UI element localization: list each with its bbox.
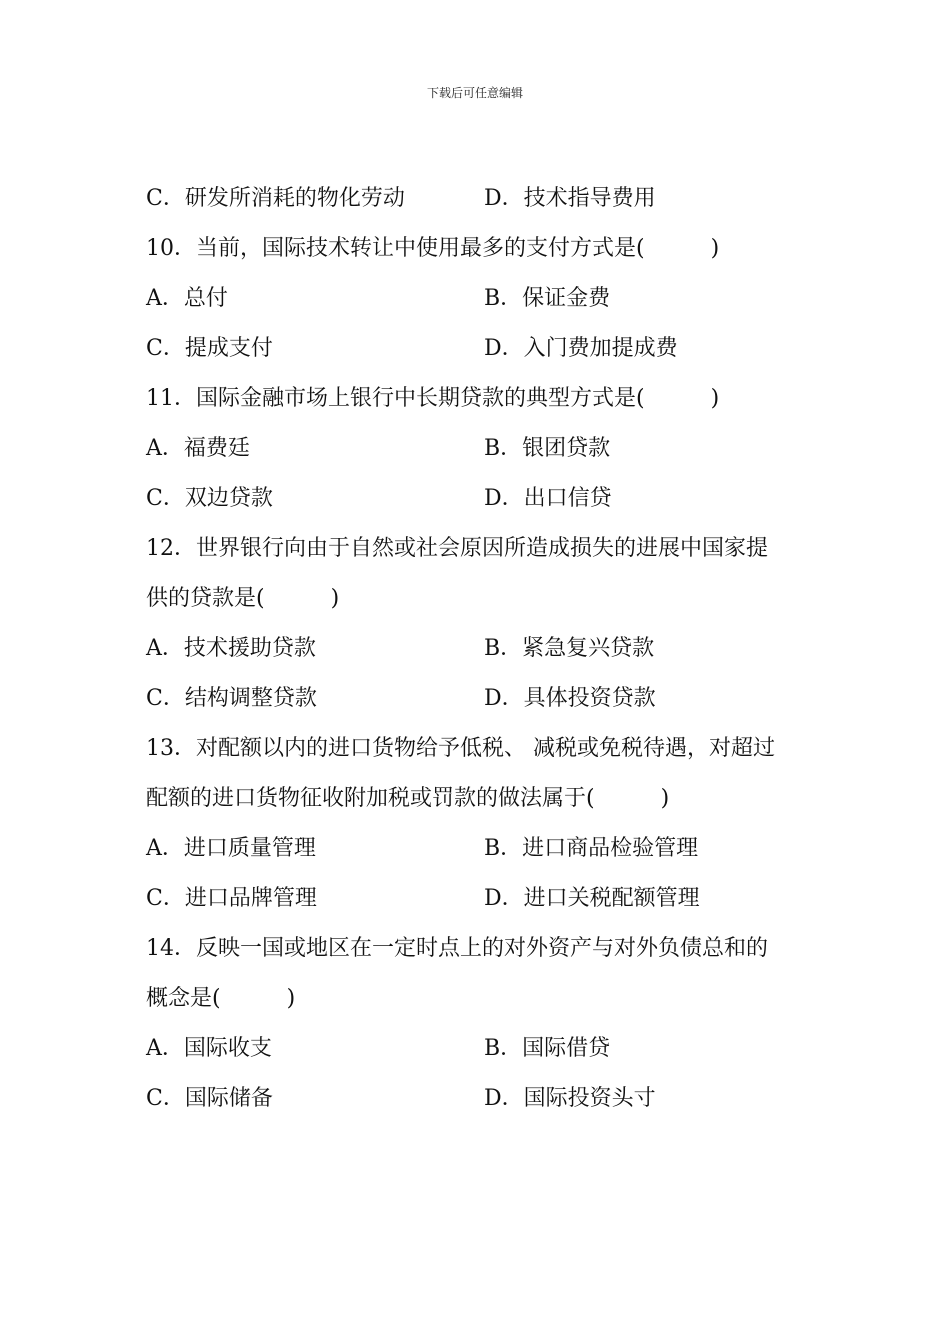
- option-d: D．入门费加提成费: [484, 336, 678, 361]
- question-text: 12．世界银行向由于自然或社会原因所造成损失的进展中国家提: [146, 536, 768, 561]
- option-row: [146, 474, 826, 524]
- option-d: D．国际投资头寸: [484, 1086, 656, 1111]
- question-12-continued: [146, 574, 826, 624]
- document-body: [146, 174, 826, 1124]
- option-d: D．技术指导费用: [484, 186, 656, 211]
- option-row: [146, 824, 826, 874]
- option-a: A．技术援助贷款: [146, 636, 316, 661]
- option-a: A．总付: [146, 286, 228, 311]
- option-a: A．福费廷: [146, 436, 250, 461]
- option-b: B．国际借贷: [484, 1036, 611, 1061]
- option-d: D．出口信贷: [484, 486, 612, 511]
- question-11: [146, 374, 826, 424]
- option-c: C．提成支付: [146, 336, 273, 361]
- option-c: C．双边贷款: [146, 486, 273, 511]
- option-c: C．研发所消耗的物化劳动: [146, 186, 405, 211]
- question-13: [146, 724, 826, 774]
- question-text: 配额的进口货物征收附加税或罚款的做法属于( ): [146, 786, 670, 811]
- option-row: [146, 424, 826, 474]
- question-14-continued: [146, 974, 826, 1024]
- question-text: 11．国际金融市场上银行中长期贷款的典型方式是( ): [146, 386, 720, 411]
- option-row: [146, 1024, 826, 1074]
- question-text: 概念是( ): [146, 986, 296, 1011]
- option-row: [146, 174, 826, 224]
- question-text: 10．当前，国际技术转让中使用最多的支付方式是( ): [146, 236, 720, 261]
- option-b: B．银团贷款: [484, 436, 611, 461]
- option-a: A．进口质量管理: [146, 836, 316, 861]
- question-text: 13．对配额以内的进口货物给予低税、 减税或免税待遇，对超过: [146, 736, 775, 761]
- option-c: C．进口品牌管理: [146, 886, 317, 911]
- page-header: 下载后可任意编辑: [426, 86, 523, 100]
- option-a: A．国际收支: [146, 1036, 272, 1061]
- option-d: D．具体投资贷款: [484, 686, 656, 711]
- question-text: 14．反映一国或地区在一定时点上的对外资产与对外负债总和的: [146, 936, 768, 961]
- option-b: B．进口商品检验管理: [484, 836, 699, 861]
- option-row: [146, 1074, 826, 1124]
- question-14: [146, 924, 826, 974]
- option-b: B．紧急复兴贷款: [484, 636, 655, 661]
- question-10: [146, 224, 826, 274]
- question-text: 供的贷款是( ): [146, 586, 340, 611]
- option-row: [146, 874, 826, 924]
- option-c: C．国际储备: [146, 1086, 273, 1111]
- option-row: [146, 624, 826, 674]
- question-12: [146, 524, 826, 574]
- question-13-continued: [146, 774, 826, 824]
- option-row: [146, 674, 826, 724]
- option-d: D．进口关税配额管理: [484, 886, 700, 911]
- option-c: C．结构调整贷款: [146, 686, 317, 711]
- option-b: B．保证金费: [484, 286, 611, 311]
- option-row: [146, 274, 826, 324]
- option-row: [146, 324, 826, 374]
